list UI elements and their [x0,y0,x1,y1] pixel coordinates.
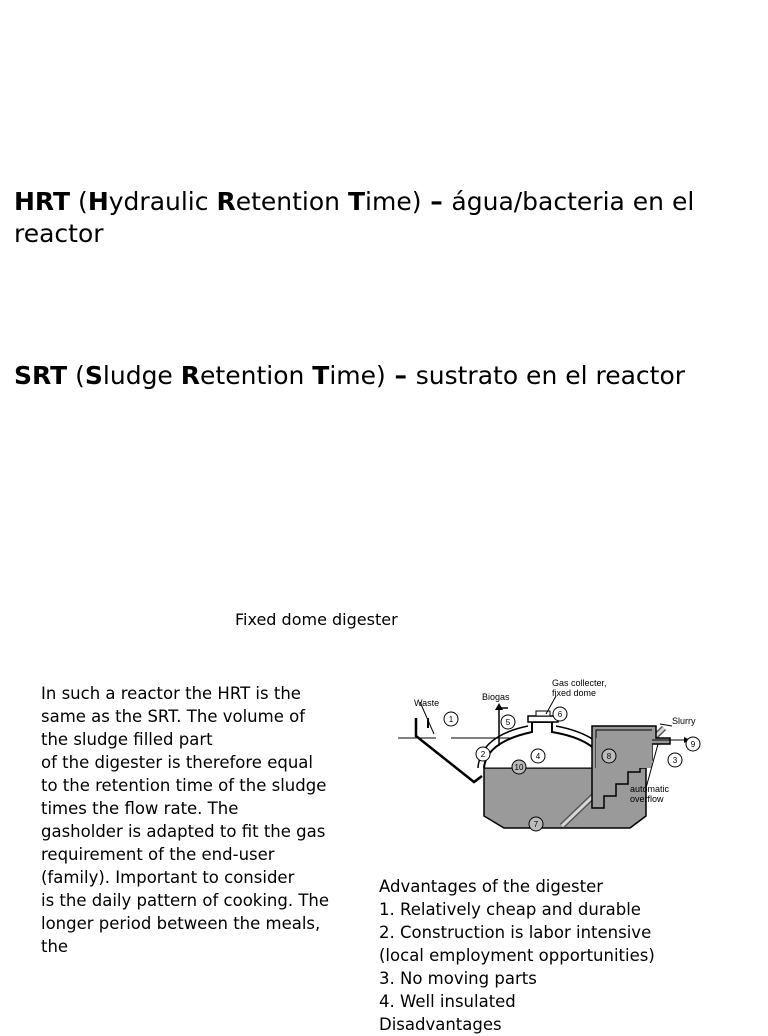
initial: S [84,361,103,390]
label-automatic: automatic [630,784,670,794]
initial: T [347,187,366,216]
fixed-dome-digester-diagram [396,676,708,842]
hrt-description: água/bacteria en el reactor [14,187,695,248]
initial: H [87,187,109,216]
marker-3 [668,753,682,767]
marker-10 [512,760,526,774]
paren: ( [70,187,88,216]
srt-abbr: SRT [14,361,68,390]
hrt-definition [14,186,754,250]
marker-5 [501,715,515,729]
advantage-item: (local employment opportunities) [379,946,655,965]
marker-6 [553,707,567,721]
svg-text:2: 2 [480,750,486,759]
label-overflow: overflow [630,794,664,804]
dash: – [385,361,416,390]
paren: ) [411,187,422,216]
paren: ( [67,361,85,390]
body-paragraph: In such a reactor the HRT is the same as the SRT. The volume of the sludge filled part of the digester is therefore equal to the retention time of the sludge times the flow rate. The gasholder is adapted to fit the gas requirement of the end-user (family). Important to consider is the daily pattern of cooking. The longer period between the meals, the [41,684,330,956]
advantage-item: 3. No moving parts [379,969,537,988]
marker-1 [444,712,458,726]
advantages-list [379,875,764,1036]
diagram-caption: Fixed dome digester [235,610,398,629]
svg-text:5: 5 [505,718,511,727]
label-gas-collector: Gas collecter, [552,678,607,688]
advantage-item: 2. Construction is labor intensive [379,923,652,942]
word: ludge [102,361,181,390]
hrt-abbr: HRT [14,187,71,216]
label-slurry: Slurry [672,716,696,726]
initial: T [312,361,330,390]
word: ime [329,361,377,390]
advantage-item: 4. Well insulated [379,992,516,1011]
svg-text:3: 3 [672,756,678,765]
svg-text:4: 4 [535,752,541,761]
digester-svg [396,676,708,842]
paren: ) [376,361,386,390]
svg-text:1: 1 [448,715,454,724]
label-waste: Waste [414,698,440,708]
word: ime [365,187,412,216]
marker-2 [476,747,490,761]
marker-9 [686,737,700,751]
marker-7 [529,817,543,831]
word: etention [200,361,313,390]
svg-text:10: 10 [514,763,524,772]
svg-text:9: 9 [690,740,696,749]
svg-text:7: 7 [533,820,539,829]
srt-definition [14,360,754,392]
word: ydraulic [108,187,217,216]
disadvantages-title: Disadvantages [379,1015,502,1034]
initial: R [180,361,201,390]
label-biogas: Biogas [482,692,510,702]
marker-8 [602,749,616,763]
advantages-title: Advantages of the digester [379,877,604,896]
label-fixed-dome: fixed dome [552,688,597,698]
svg-text:6: 6 [557,710,563,719]
advantage-item: 1. Relatively cheap and durable [379,900,641,919]
srt-description: sustrato en el reactor [415,361,686,390]
dash: – [421,187,452,216]
word: etention [235,187,348,216]
initial: R [216,187,236,216]
marker-4 [531,749,545,763]
svg-text:8: 8 [606,752,612,761]
